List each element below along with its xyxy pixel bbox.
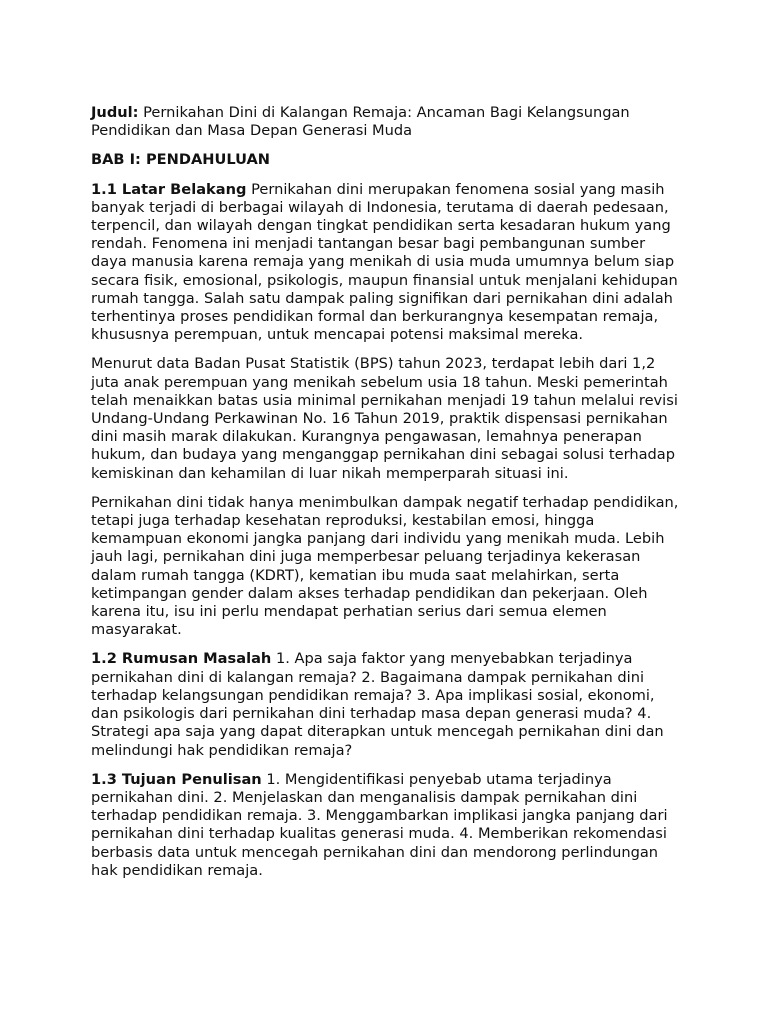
section-1-1-paragraph-2: Menurut data Badan Pusat Statistik (BPS) tahun 2023, terdapat lebih dari 1,2 juta anak perempuan yang menikah sebelum usia 18 tahun. Meski pemerintah telah menaikkan batas usia minimal pernikahan menjadi 19 tahun melalui revisi Undang-Undang Perkawinan No. 16 Tahun 2019, praktik dispensasi pernikahan dini masih marak dilakukan. Kurangnya pengawasan, lemahnya penerapan hukum, dan budaya yang menganggap pernikahan dini sebagai solusi terhadap kemiskinan dan kehamilan di luar nikah memperparah situasi ini.	[91, 355, 678, 482]
section-1-3-text: 1. Mengidentifikasi penyebab utama terjadinya pernikahan dini. 2. Menjelaskan dan menganalisis dampak pernikahan dini terhadap pendidikan remaja. 3. Menggambarkan implikasi jangka panjang dari pernikahan dini terhadap kualitas generasi muda. 4. Memberikan rekomendasi berbasis data untuk mencegah pernikahan dini dan mendorong perlindungan hak pendidikan remaja.	[91, 770, 668, 879]
section-1-1-text: Pernikahan dini merupakan fenomena sosial yang masih banyak terjadi di berbagai wilayah di Indonesia, terutama di daerah pedesaan, terpencil, dan wilayah dengan tingkat pendidikan serta kesadaran hukum yang rendah. Fenomena ini menjadi tantangan besar bagi pembangunan sumber daya manusia karena remaja yang menikah di usia muda umumnya belum siap secara fisik, emosional, psikologis, maupun finansial untuk menjalani kehidupan rumah tangga. Salah satu dampak paling signifikan dari pernikahan dini adalah terhentinya proses pendidikan formal dan berkurangnya kesempatan remaja, khususnya perempuan, untuk mencapai potensi maksimal mereka.	[91, 180, 678, 344]
section-1-3-heading: 1.3 Tujuan Penulisan	[91, 770, 262, 788]
document-page	[91, 104, 685, 891]
title-label: Judul:	[91, 104, 139, 121]
section-1-1-paragraph-3: Pernikahan dini tidak hanya menimbulkan dampak negatif terhadap pendidikan, tetapi juga terhadap kesehatan reproduksi, kestabilan emosi, hingga kemampuan ekonomi jangka panjang dari individu yang menikah muda. Lebih jauh lagi, pernikahan dini juga memperbesar peluang terjadinya kekerasan dalam rumah tangga (KDRT), kematian ibu muda saat melahirkan, serta ketimpangan gender dalam akses terhadap pendidikan dan pekerjaan. Oleh karena itu, isu ini perlu mendapat perhatian serius dari semua elemen masyarakat.	[91, 493, 679, 639]
section-1-2-paragraph	[91, 650, 685, 759]
section-1-2-text: 1. Apa saja faktor yang menyebabkan terjadinya pernikahan dini di kalangan remaja? 2. Bagaimana dampak pernikahan dini terhadap kelangsungan pendidikan remaja? 3. Apa implikasi sosial, ekonomi, dan psikologis dari pernikahan dini terhadap masa depan generasi muda? 4. Strategi apa saja yang dapat diterapkan untuk mencegah pernikahan dini dan melindungi hak pendidikan remaja?	[91, 650, 664, 759]
section-1-1-paragraph-1	[91, 181, 685, 345]
section-1-1-heading: 1.1 Latar Belakang	[91, 180, 247, 198]
section-1-3-paragraph	[91, 771, 685, 880]
section-1-2-heading: 1.2 Rumusan Masalah	[91, 650, 272, 668]
title-text: Pernikahan Dini di Kalangan Remaja: Ancaman Bagi Kelangsungan Pendidikan dan Masa Depan Generasi Muda	[91, 104, 630, 140]
document-title	[91, 104, 685, 140]
chapter-heading: BAB I: PENDAHULUAN	[91, 151, 271, 169]
